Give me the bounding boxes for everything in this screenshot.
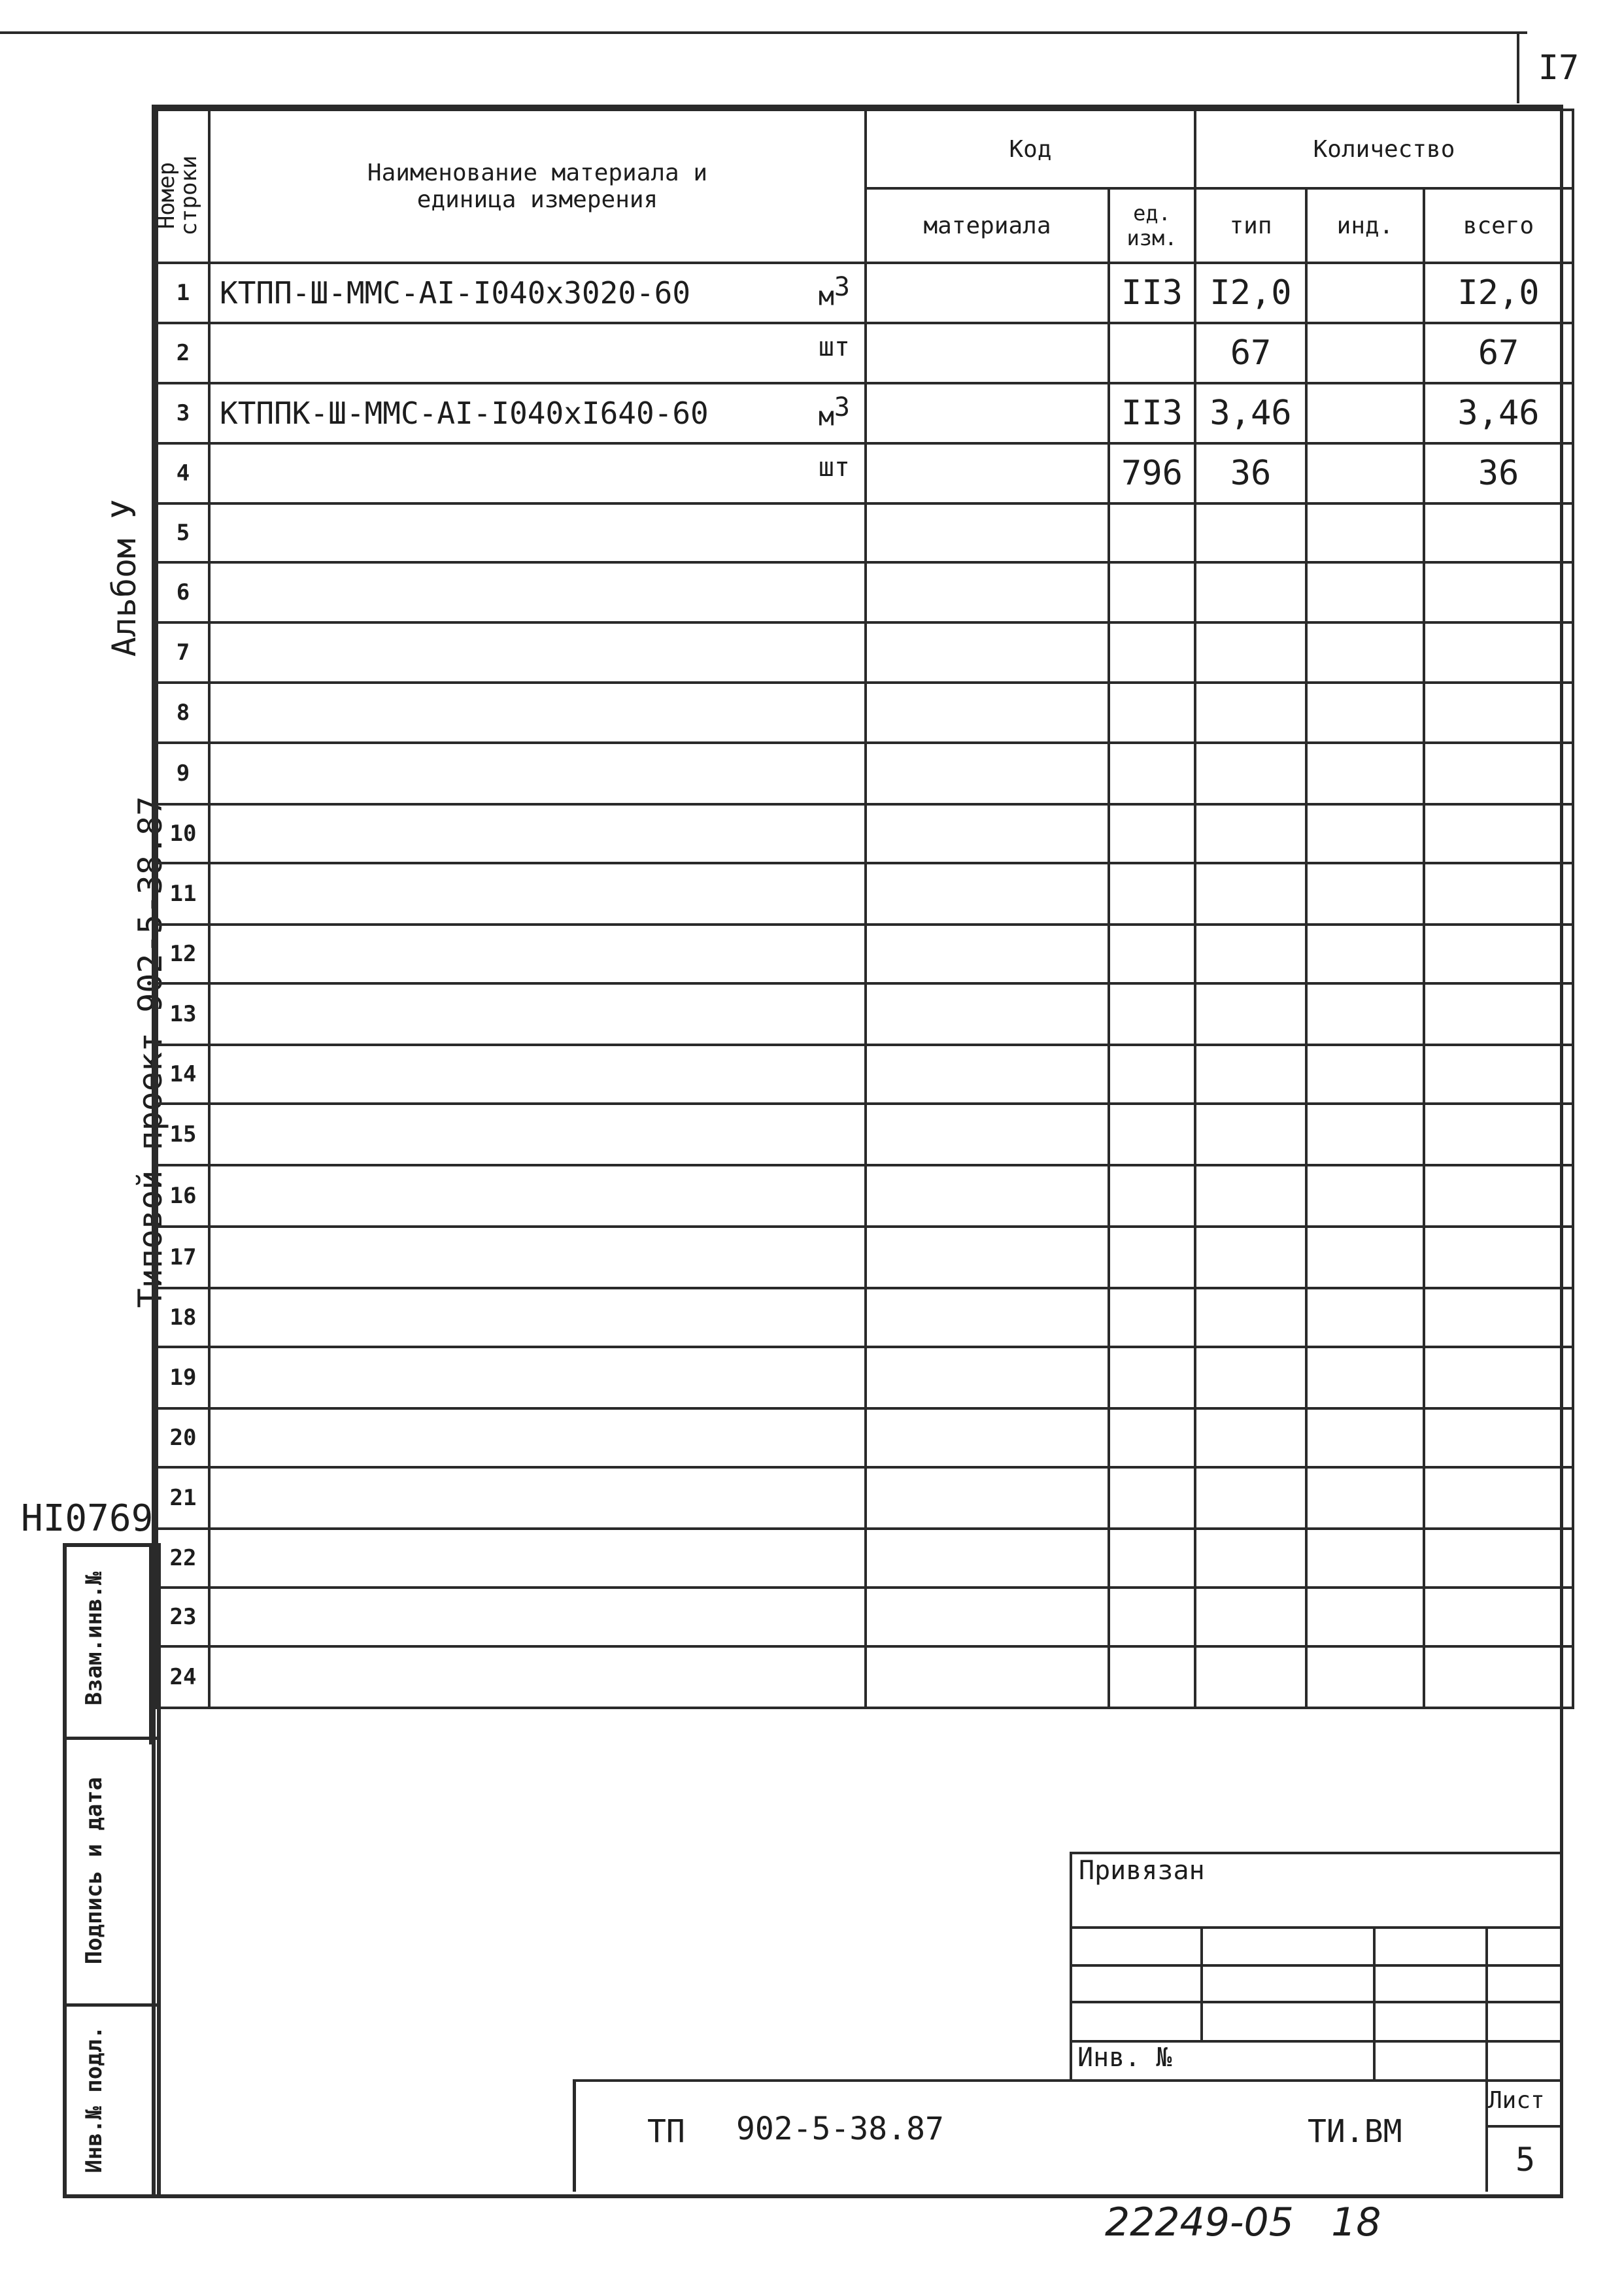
material-code xyxy=(866,323,1109,383)
material-code xyxy=(866,1588,1109,1646)
unit-of-measure xyxy=(819,272,850,311)
unit-text: шт xyxy=(818,332,850,362)
material-name-cell xyxy=(209,383,866,443)
table-row xyxy=(157,925,1573,983)
qty-type xyxy=(1195,743,1306,804)
table-row xyxy=(157,1529,1573,1588)
qty-ind xyxy=(1306,1467,1424,1529)
material-code xyxy=(866,383,1109,443)
qty-total xyxy=(1424,863,1573,925)
row-number: 8 xyxy=(157,683,209,743)
unit-code xyxy=(1109,622,1195,683)
qty-ind xyxy=(1306,1165,1424,1227)
row-number: 24 xyxy=(157,1646,209,1708)
material-name-cell xyxy=(209,1646,866,1708)
unit-superscript: 3 xyxy=(834,392,850,422)
row-number: 21 xyxy=(157,1467,209,1529)
doc-prefix: ТП xyxy=(647,2113,685,2150)
row-number: 14 xyxy=(157,1045,209,1104)
unit-code xyxy=(1109,562,1195,622)
qty-ind xyxy=(1306,1045,1424,1104)
sheet-number: 5 xyxy=(1515,2141,1536,2179)
registration-code: HI0769 xyxy=(21,1497,154,1540)
row-number: 11 xyxy=(157,863,209,925)
materials-table xyxy=(156,109,1574,1709)
qty-type xyxy=(1195,622,1306,683)
table-row xyxy=(157,743,1573,804)
material-name-cell xyxy=(209,863,866,925)
table-row xyxy=(157,1104,1573,1165)
material-name-cell xyxy=(209,443,866,503)
material-code xyxy=(866,503,1109,562)
qty-type xyxy=(1195,1347,1306,1408)
qty-total xyxy=(1424,1408,1573,1467)
qty-ind xyxy=(1306,263,1424,323)
material-code xyxy=(866,562,1109,622)
stamp-main-top xyxy=(574,2079,1561,2082)
material-name: КТППК-Ш-ММС-АI-I040хI640-60 xyxy=(220,396,709,431)
qty-ind xyxy=(1306,925,1424,983)
material-code xyxy=(866,683,1109,743)
qty-ind xyxy=(1306,1104,1424,1165)
qty-type xyxy=(1195,1104,1306,1165)
unit-code xyxy=(1109,1408,1195,1467)
row-number: 9 xyxy=(157,743,209,804)
unit-code xyxy=(1109,1045,1195,1104)
qty-total xyxy=(1424,743,1573,804)
sheet-label: Лист xyxy=(1488,2087,1545,2114)
material-code xyxy=(866,1288,1109,1347)
material-name-cell xyxy=(209,1408,866,1467)
material-name-cell xyxy=(209,1288,866,1347)
qty-ind xyxy=(1306,683,1424,743)
unit-code xyxy=(1109,1646,1195,1708)
unit-code xyxy=(1109,1288,1195,1347)
material-code xyxy=(866,443,1109,503)
vzam-inv-label: Взам.инв.№ xyxy=(81,1571,107,1706)
qty-type xyxy=(1195,1045,1306,1104)
row-number: 15 xyxy=(157,1104,209,1165)
stamp-left-line xyxy=(1070,1852,1072,2082)
material-name-cell xyxy=(209,562,866,622)
material-name-cell xyxy=(209,1165,866,1227)
qty-ind xyxy=(1306,1227,1424,1288)
row-number: 3 xyxy=(157,383,209,443)
qty-total: I2,0 xyxy=(1424,263,1573,323)
unit-code: II3 xyxy=(1109,263,1195,323)
qty-ind xyxy=(1306,804,1424,863)
row-number: 10 xyxy=(157,804,209,863)
material-code xyxy=(866,263,1109,323)
qty-type: 67 xyxy=(1195,323,1306,383)
table-row xyxy=(157,1408,1573,1467)
row-number: 5 xyxy=(157,503,209,562)
stamp-vline-1 xyxy=(1200,1926,1203,2040)
qty-type xyxy=(1195,1467,1306,1529)
qty-total xyxy=(1424,925,1573,983)
table-row xyxy=(157,863,1573,925)
unit-code xyxy=(1109,1165,1195,1227)
top-border-line xyxy=(0,31,1527,34)
signature-date-label: Подпись и дата xyxy=(81,1776,107,1965)
qty-ind xyxy=(1306,1288,1424,1347)
table-row xyxy=(157,622,1573,683)
qty-ind xyxy=(1306,503,1424,562)
material-name-cell xyxy=(209,1045,866,1104)
unit-code xyxy=(1109,683,1195,743)
qty-type xyxy=(1195,1646,1306,1708)
table-row xyxy=(157,323,1573,383)
table-row xyxy=(157,1288,1573,1347)
qty-total xyxy=(1424,1045,1573,1104)
stamp-main-left xyxy=(573,2079,576,2192)
unit-code xyxy=(1109,1588,1195,1646)
qty-type xyxy=(1195,804,1306,863)
material-code xyxy=(866,1227,1109,1288)
unit-code: II3 xyxy=(1109,383,1195,443)
unit-code xyxy=(1109,1227,1195,1288)
material-code xyxy=(866,1347,1109,1408)
table-row xyxy=(157,1646,1573,1708)
unit-code xyxy=(1109,503,1195,562)
material-name-cell xyxy=(209,1104,866,1165)
unit-code xyxy=(1109,1529,1195,1588)
material-code xyxy=(866,622,1109,683)
qty-ind xyxy=(1306,1646,1424,1708)
material-name-cell xyxy=(209,925,866,983)
qty-type: I2,0 xyxy=(1195,263,1306,323)
material-name-cell xyxy=(209,1529,866,1588)
row-number: 4 xyxy=(157,443,209,503)
row-number: 20 xyxy=(157,1408,209,1467)
qty-type xyxy=(1195,863,1306,925)
header-qty-type: тип xyxy=(1195,188,1306,263)
material-code xyxy=(866,983,1109,1045)
table-row xyxy=(157,1165,1573,1227)
doc-code: ТИ.ВМ xyxy=(1308,2113,1402,2150)
table-row xyxy=(157,443,1573,503)
qty-ind xyxy=(1306,983,1424,1045)
table-row xyxy=(157,1227,1573,1288)
unit-code xyxy=(1109,1347,1195,1408)
material-name-cell xyxy=(209,804,866,863)
material-code xyxy=(866,863,1109,925)
table-row xyxy=(157,983,1573,1045)
qty-ind xyxy=(1306,1408,1424,1467)
material-name-cell xyxy=(209,503,866,562)
qty-total xyxy=(1424,1529,1573,1588)
qty-total: 67 xyxy=(1424,323,1573,383)
material-name: КТПП-Ш-ММС-АI-I040х3020-60 xyxy=(220,275,691,311)
unit-code: 796 xyxy=(1109,443,1195,503)
row-number: 22 xyxy=(157,1529,209,1588)
qty-ind xyxy=(1306,743,1424,804)
unit-of-measure xyxy=(819,332,850,362)
qty-total xyxy=(1424,1347,1573,1408)
qty-ind xyxy=(1306,383,1424,443)
qty-ind xyxy=(1306,323,1424,383)
row-number: 7 xyxy=(157,622,209,683)
qty-total: 3,46 xyxy=(1424,383,1573,443)
material-name-cell xyxy=(209,983,866,1045)
material-code xyxy=(866,743,1109,804)
material-code xyxy=(866,1408,1109,1467)
qty-total xyxy=(1424,1104,1573,1165)
row-number: 16 xyxy=(157,1165,209,1227)
material-name-cell xyxy=(209,1347,866,1408)
row-number: 17 xyxy=(157,1227,209,1288)
left-approval-block xyxy=(63,1543,161,2198)
unit-code xyxy=(1109,1104,1195,1165)
unit-code xyxy=(1109,743,1195,804)
qty-type xyxy=(1195,1588,1306,1646)
qty-total xyxy=(1424,622,1573,683)
qty-type xyxy=(1195,1529,1306,1588)
qty-ind xyxy=(1306,622,1424,683)
material-name-cell xyxy=(209,622,866,683)
qty-total xyxy=(1424,1227,1573,1288)
project-title: Типовой проект 902-5-38.87 xyxy=(131,796,169,1308)
unit-text: м xyxy=(818,401,834,432)
material-code xyxy=(866,1467,1109,1529)
header-code-material: материала xyxy=(866,188,1109,263)
material-name-cell xyxy=(209,323,866,383)
material-name-cell xyxy=(209,263,866,323)
material-name-cell xyxy=(209,743,866,804)
qty-ind xyxy=(1306,1588,1424,1646)
page-number: I7 xyxy=(1538,48,1580,88)
inv-original-label: Инв.№ подл. xyxy=(81,2026,107,2173)
row-number: 18 xyxy=(157,1288,209,1347)
header-name: Наименование материала и единица измерения xyxy=(209,110,866,263)
qty-type xyxy=(1195,683,1306,743)
unit-code xyxy=(1109,323,1195,383)
qty-total xyxy=(1424,503,1573,562)
qty-type xyxy=(1195,562,1306,622)
qty-ind xyxy=(1306,562,1424,622)
qty-ind xyxy=(1306,863,1424,925)
header-code: Код xyxy=(866,110,1195,188)
album-label: Альбом У xyxy=(105,499,143,657)
material-code xyxy=(866,1646,1109,1708)
stamp-top-line xyxy=(1072,1852,1561,1854)
qty-total xyxy=(1424,1467,1573,1529)
stamp-privyazan: Привязан xyxy=(1079,1856,1205,1886)
stamp-inv-no: Инв. № xyxy=(1077,2043,1172,2073)
table-row xyxy=(157,804,1573,863)
stamp-vline-3 xyxy=(1485,1926,1488,2082)
material-code xyxy=(866,1104,1109,1165)
doc-number: 902-5-38.87 xyxy=(736,2111,944,2147)
material-name-cell xyxy=(209,1227,866,1288)
qty-type: 36 xyxy=(1195,443,1306,503)
material-code xyxy=(866,1045,1109,1104)
unit-code xyxy=(1109,1467,1195,1529)
qty-total xyxy=(1424,1165,1573,1227)
table-row xyxy=(157,1045,1573,1104)
unit-code xyxy=(1109,863,1195,925)
qty-total xyxy=(1424,1288,1573,1347)
unit-of-measure xyxy=(819,392,850,432)
table-row xyxy=(157,683,1573,743)
row-number: 12 xyxy=(157,925,209,983)
qty-total xyxy=(1424,683,1573,743)
stamp-vline-2 xyxy=(1373,1926,1376,2082)
qty-type: 3,46 xyxy=(1195,383,1306,443)
material-code xyxy=(866,804,1109,863)
qty-total xyxy=(1424,804,1573,863)
unit-text: шт xyxy=(818,452,850,483)
header-qty-total: всего xyxy=(1424,188,1573,263)
material-name-cell xyxy=(209,1588,866,1646)
qty-type xyxy=(1195,1165,1306,1227)
qty-total xyxy=(1424,983,1573,1045)
qty-ind xyxy=(1306,1529,1424,1588)
unit-of-measure xyxy=(819,452,850,483)
unit-code xyxy=(1109,925,1195,983)
qty-type xyxy=(1195,983,1306,1045)
material-name-cell xyxy=(209,1467,866,1529)
material-code xyxy=(866,1165,1109,1227)
qty-total xyxy=(1424,1588,1573,1646)
unit-superscript: 3 xyxy=(834,272,850,302)
unit-code xyxy=(1109,983,1195,1045)
qty-ind xyxy=(1306,443,1424,503)
material-name-cell xyxy=(209,683,866,743)
table-row xyxy=(157,383,1573,443)
qty-total xyxy=(1424,1646,1573,1708)
unit-code xyxy=(1109,804,1195,863)
material-code xyxy=(866,925,1109,983)
stamp-sheet-line xyxy=(1485,2125,1561,2128)
qty-total: 36 xyxy=(1424,443,1573,503)
table-row xyxy=(157,1588,1573,1646)
qty-type xyxy=(1195,925,1306,983)
table-row xyxy=(157,1467,1573,1529)
qty-type xyxy=(1195,1227,1306,1288)
header-qty-ind: инд. xyxy=(1306,188,1424,263)
row-number: 23 xyxy=(157,1588,209,1646)
table-row xyxy=(157,1347,1573,1408)
archive-number: 22249-05 18 xyxy=(1105,2200,1381,2245)
row-number: 2 xyxy=(157,323,209,383)
qty-ind xyxy=(1306,1347,1424,1408)
row-number: 6 xyxy=(157,562,209,622)
material-code xyxy=(866,1529,1109,1588)
qty-type xyxy=(1195,503,1306,562)
row-number: 19 xyxy=(157,1347,209,1408)
header-code-unit: ед. изм. xyxy=(1109,188,1195,263)
qty-type xyxy=(1195,1288,1306,1347)
header-quantity: Количество xyxy=(1195,110,1573,188)
qty-type xyxy=(1195,1408,1306,1467)
qty-total xyxy=(1424,562,1573,622)
table-row xyxy=(157,263,1573,323)
table-row xyxy=(157,562,1573,622)
header-row-number: Номер строки xyxy=(157,110,209,263)
row-number: 13 xyxy=(157,983,209,1045)
table-row xyxy=(157,503,1573,562)
unit-text: м xyxy=(818,281,834,312)
row-number: 1 xyxy=(157,263,209,323)
